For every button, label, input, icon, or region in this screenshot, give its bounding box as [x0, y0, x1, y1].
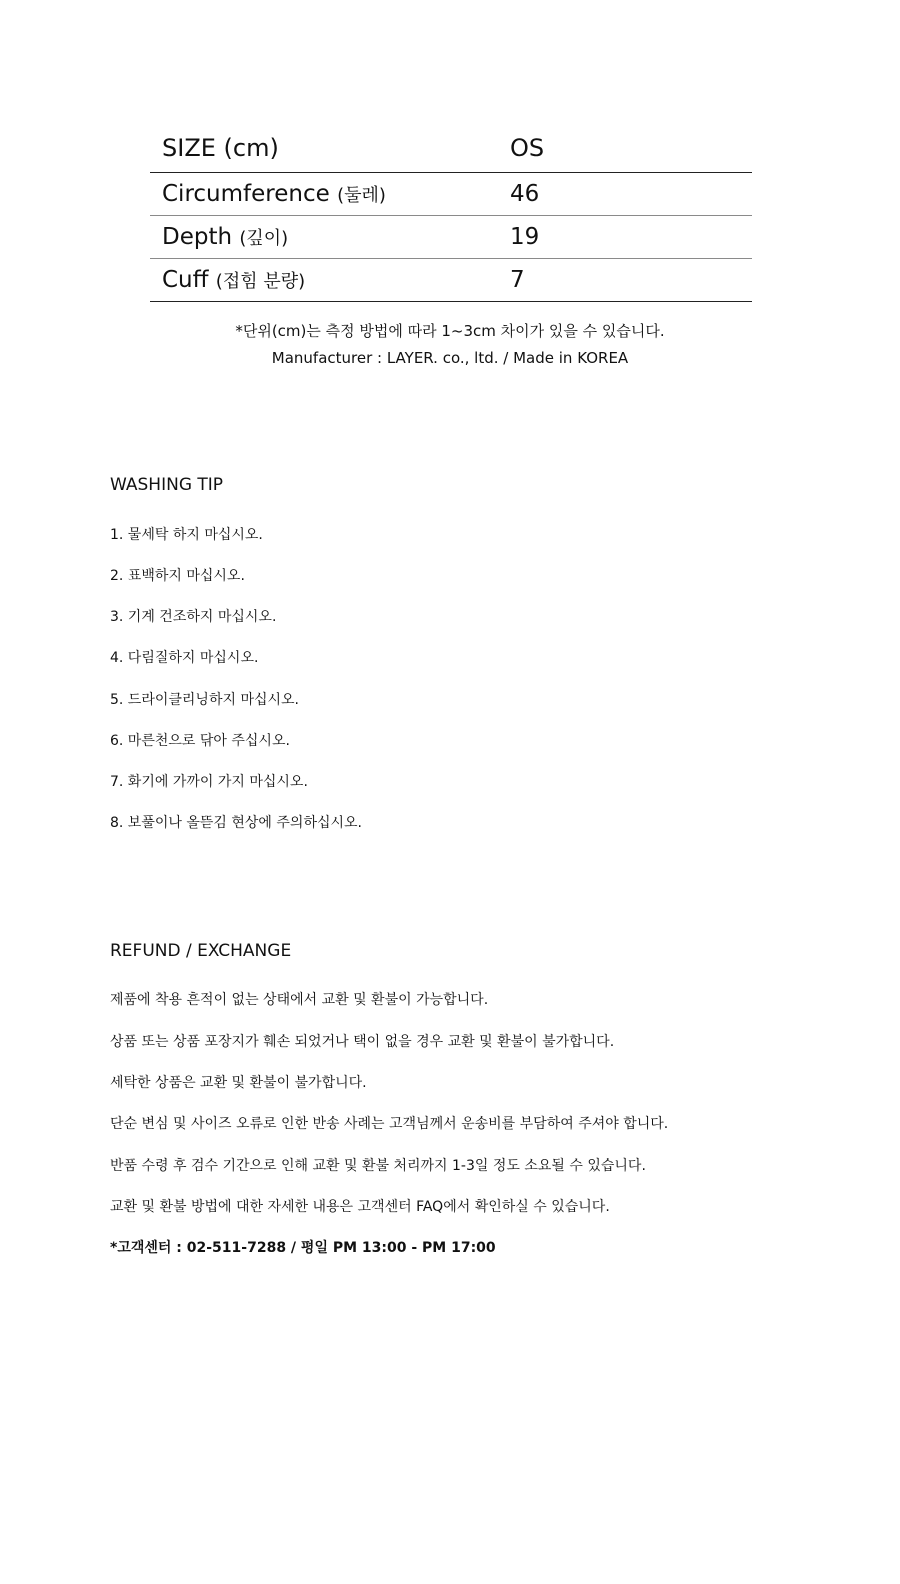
washing-tip-item: 5. 드라이클리닝하지 마십시오.	[110, 692, 299, 708]
refund-item: 세탁한 상품은 교환 및 환불이 불가합니다.	[110, 1075, 367, 1091]
refund-item: 교환 및 환불 방법에 대한 자세한 내용은 고객센터 FAQ에서 확인하실 수 있습니다.	[110, 1199, 610, 1215]
size-header-value: OS	[510, 124, 752, 173]
size-row-label-en: Depth	[162, 224, 233, 250]
size-row-cuff	[150, 259, 752, 302]
refund-item: 반품 수령 후 검수 기간으로 인해 교환 및 환불 처리까지 1-3일 정도 소요될 수 있습니다.	[110, 1158, 646, 1174]
customer-center-contact: *고객센터 : 02-511-7288 / 평일 PM 13:00 - PM 17:00	[110, 1240, 496, 1256]
size-row-label-ko: (접힘 분량)	[215, 271, 306, 292]
washing-tip-item: 2. 표백하지 마십시오.	[110, 568, 245, 584]
washing-tip-title: WASHING TIP	[110, 475, 224, 495]
size-row-value: 46	[510, 173, 752, 216]
unit-note: *단위(cm)는 측정 방법에 따라 1~3cm 차이가 있을 수 있습니다.	[235, 322, 665, 340]
washing-tip-item: 6. 마른천으로 닦아 주십시오.	[110, 733, 290, 749]
washing-tip-item: 8. 보풀이나 올뜯김 현상에 주의하십시오.	[110, 815, 362, 831]
size-row-circumference	[150, 173, 752, 216]
size-row-label-en: Cuff	[162, 267, 209, 293]
size-table	[150, 124, 752, 302]
size-row-value: 7	[510, 259, 752, 302]
refund-item: 상품 또는 상품 포장지가 훼손 되었거나 택이 없을 경우 교환 및 환불이 불가합니다.	[110, 1034, 615, 1050]
refund-exchange-title: REFUND / EXCHANGE	[110, 941, 292, 961]
washing-tip-item: 7. 화기에 가까이 가지 마십시오.	[110, 774, 308, 790]
manufacturer-note: Manufacturer : LAYER. co., ltd. / Made in KOREA	[271, 349, 629, 367]
size-row-value: 19	[510, 216, 752, 259]
size-row-label	[150, 173, 510, 216]
refund-item: 제품에 착용 흔적이 없는 상태에서 교환 및 환불이 가능합니다.	[110, 992, 489, 1008]
size-row-depth	[150, 216, 752, 259]
size-row-label	[150, 259, 510, 302]
size-row-label	[150, 216, 510, 259]
washing-tip-item: 4. 다림질하지 마십시오.	[110, 650, 259, 666]
size-row-label-en: Circumference	[162, 181, 330, 207]
washing-tip-item: 3. 기계 건조하지 마십시오.	[110, 609, 277, 625]
size-table-header	[150, 124, 752, 173]
refund-item: 단순 변심 및 사이즈 오류로 인한 반송 사례는 고객님께서 운송비를 부담하여 주셔야 합니다.	[110, 1116, 669, 1132]
size-row-label-ko: (둘레)	[337, 185, 386, 206]
size-header-label: SIZE (cm)	[150, 124, 510, 173]
size-row-label-ko: (깊이)	[239, 228, 289, 249]
washing-tip-item: 1. 물세탁 하지 마십시오.	[110, 527, 263, 543]
